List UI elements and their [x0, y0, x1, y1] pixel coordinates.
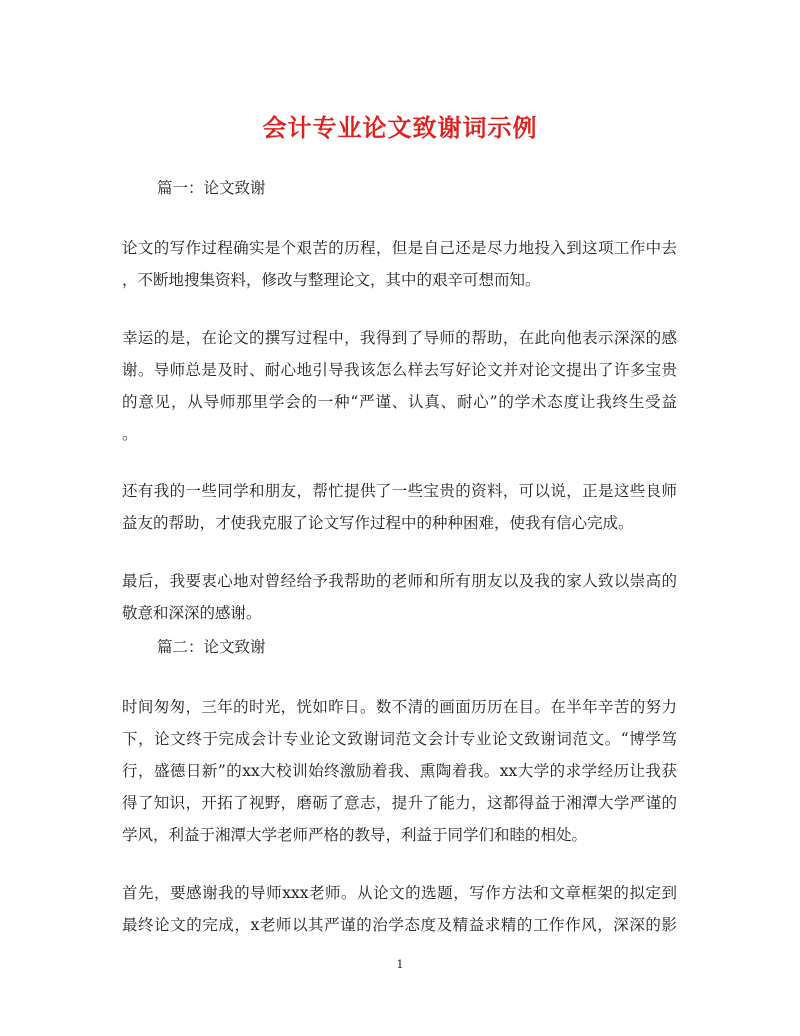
paragraph-line: 还有我的一些同学和朋友，帮忙提供了一些宝贵的资料，可以说，正是这些良师 [122, 482, 677, 500]
paragraph-line: 敬意和深深的感谢。 [122, 604, 262, 622]
document-title: 会计专业论文致谢词示例 [262, 113, 538, 142]
page-number: 1 [396, 958, 404, 971]
paragraph-line: 。 [122, 425, 138, 443]
paragraph-line: 谢。导师总是及时、耐心地引导我该怎么样去写好论文并对论文提出了许多宝贵 [122, 361, 677, 379]
paragraph-line: 最终论文的完成，x老师以其严谨的治学态度及精益求精的工作作风，深深的影 [122, 916, 677, 934]
paragraph-line: 论文的写作过程确实是个艰苦的历程，但是自己还是尽力地投入到这项工作中去 [122, 239, 677, 257]
paragraph-line: 益友的帮助，才使我克服了论文写作过程中的种种困难，使我有信心完成。 [122, 514, 634, 532]
paragraph-line: 行，盛德日新”的xx大校训始终激励着我、熏陶着我。xx大学的求学经历让我获 [122, 762, 677, 780]
section-heading: 篇一：论文致谢 [157, 179, 266, 197]
paragraph-line: 得了知识，开拓了视野，磨砺了意志，提升了能力，这都得益于湘潭大学严谨的 [122, 794, 677, 812]
paragraph-line: 幸运的是，在论文的撰写过程中，我得到了导师的帮助，在此向他表示深深的感 [122, 329, 677, 347]
paragraph-line: 时间匆匆，三年的时光，恍如昨日。数不清的画面历历在目。在半年辛苦的努力 [122, 698, 677, 716]
paragraph-line: 最后，我要衷心地对曾经给予我帮助的老师和所有朋友以及我的家人致以崇高的 [122, 572, 677, 590]
paragraph-line: 学风，利益于湘潭大学老师严格的教导，利益于同学们和睦的相处。 [122, 826, 588, 844]
paragraph-line: ，不断地搜集资料，修改与整理论文，其中的艰辛可想而知。 [122, 271, 541, 289]
paragraph-line: 下，论文终于完成会计专业论文致谢词范文会计专业论文致谢词范文。“博学笃 [122, 730, 677, 748]
section-heading: 篇二：论文致谢 [157, 638, 266, 656]
paragraph-line: 首先，要感谢我的导师xxx老师。从论文的选题，写作方法和文章框架的拟定到 [122, 884, 677, 902]
paragraph-line: 的意见，从导师那里学会的一种“严谨、认真、耐心”的学术态度让我终生受益 [122, 393, 677, 411]
